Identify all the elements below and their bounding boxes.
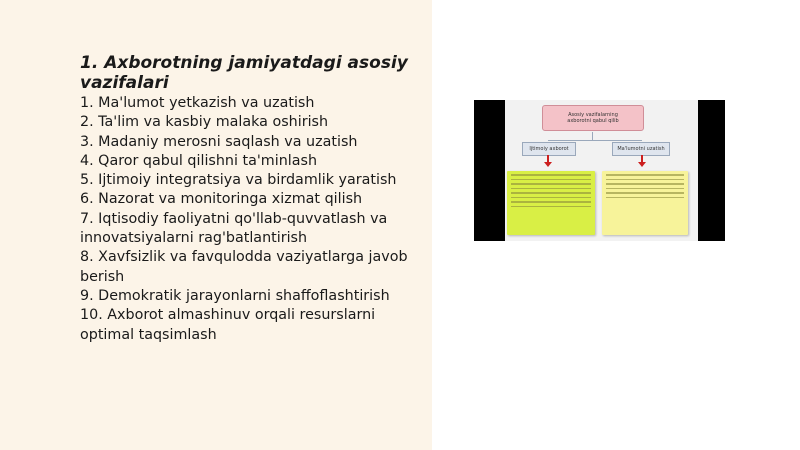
diagram-top-box (542, 105, 644, 131)
diagram-image (474, 100, 725, 241)
list-item: 7. Iqtisodiy faoliyatni qo'llab-quvvatlash va innovatsiyalarni rag'batlantirish (80, 210, 388, 247)
diagram-right-box: Ma'lumotni uzatish (612, 142, 670, 156)
list-item: 2. Ta'lim va kasbiy malaka oshirish (80, 114, 329, 131)
list-item: 9. Demokratik jarayonlarni shaffoflashtirish (80, 287, 390, 304)
list-item: 3. Madaniy merosni saqlash va uzatish (80, 133, 358, 150)
function-list (80, 94, 425, 345)
list-item: 1. Ma'lumot yetkazish va uzatish (80, 95, 315, 111)
letterbox-left (474, 100, 505, 241)
diagram-left-box: Ijtimoiy axborot (522, 142, 576, 156)
diagram-branch-line (548, 140, 642, 141)
diagram-connector (592, 132, 593, 140)
red-arrow-down-icon (547, 155, 549, 164)
list-item: 10. Axborot almashinuv orqali resurslarni optimal taqsimlash (80, 307, 376, 343)
diagram-top-line-1: Asosiy vazifalarning (568, 112, 618, 118)
yellow-sticky-note (602, 171, 688, 235)
list-item: 8. Xavfsizlik va favqulodda vaziyatlarga javob berish (80, 249, 408, 285)
red-arrow-down-icon (641, 155, 643, 164)
slide-title: 1. Axborotning jamiyatdagi asosiy vazifalari (80, 53, 408, 93)
green-sticky-note (507, 171, 595, 235)
list-item: 6. Nazorat va monitoringa xizmat qilish (80, 191, 363, 208)
list-item: 4. Qaror qabul qilishni ta'minlash (80, 152, 318, 169)
letterbox-right (698, 100, 725, 241)
list-item: 5. Ijtimoiy integratsiya va birdamlik yaratish (80, 172, 397, 189)
diagram-top-line-2: axborotni qabul qilib (567, 118, 619, 124)
